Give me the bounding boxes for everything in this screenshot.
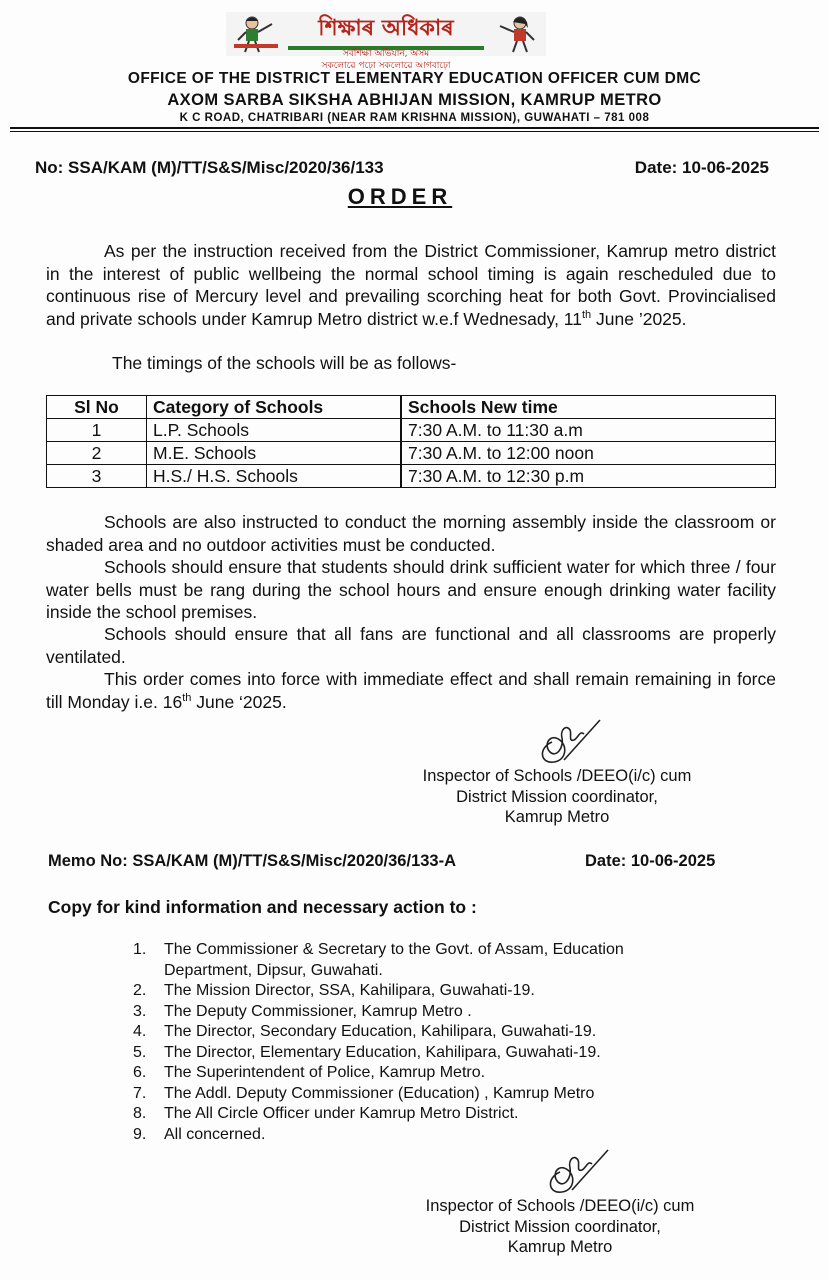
- list-number: 5.: [133, 1043, 147, 1061]
- signatory-title: Inspector of Schools /DEEO(i/c) cum: [425, 1197, 695, 1215]
- force-text: This order comes into force with immediate effect and shall remain remaining in force till Monday i.e. 16: [46, 669, 776, 712]
- list-item: [112, 1125, 712, 1146]
- assembly-paragraph: [46, 511, 776, 556]
- header-category: Category of Schools: [147, 396, 402, 419]
- list-number: 3.: [133, 1002, 147, 1020]
- force-paragraph: [46, 668, 776, 713]
- intro-paragraph: [46, 240, 776, 330]
- cell-new-time: 7:30 A.M. to 11:30 a.m: [401, 419, 776, 442]
- list-number: 1.: [133, 941, 147, 958]
- list-number: 9.: [133, 1125, 147, 1143]
- logo-tagline: সকলোৱে পঢ়ো সকলোৱে আগবাঢ়ো: [321, 61, 451, 71]
- table-row: [47, 419, 776, 442]
- list-text: The Commissioner & Secretary to the Govt. of Assam, Education Department, Dipsur, Guwahati.: [164, 941, 624, 979]
- intro-tail: June ’2025.: [591, 308, 687, 329]
- timings-intro: The timings of the schools will be as follows-: [112, 353, 457, 373]
- table-row: [47, 442, 776, 465]
- list-number: 7.: [133, 1084, 147, 1102]
- header-rule-thin: [10, 131, 819, 132]
- cell-sl-no: 3: [47, 465, 147, 488]
- list-text: The Addl. Deputy Commissioner (Education) , Kamrup Metro: [164, 1084, 595, 1102]
- office-address: K C ROAD, CHATRIBARI (NEAR RAM KRISHNA MISSION), GUWAHATI – 781 008: [179, 112, 650, 124]
- water-text: Schools should ensure that students should drink sufficient water for which three / four water bells must be rang during the school hours and ensure enough drinking water facility inside the school premises.: [46, 557, 776, 622]
- memo-number: Memo No: SSA/KAM (M)/TT/S&S/Misc/2020/36/133-A: [48, 852, 457, 870]
- header-sl-no: Sl No: [47, 396, 147, 419]
- list-item: [112, 1084, 712, 1105]
- signatory-district: Kamrup Metro: [504, 808, 610, 826]
- cell-category: H.S./ H.S. Schools: [147, 465, 402, 488]
- signatory-district: Kamrup Metro: [507, 1238, 613, 1256]
- list-text: The Deputy Commissioner, Kamrup Metro .: [164, 1002, 472, 1020]
- cell-sl-no: 2: [47, 442, 147, 465]
- signatory-role: District Mission coordinator,: [459, 1217, 661, 1236]
- force-tail: June ‘2025.: [191, 691, 287, 712]
- cell-new-time: 7:30 A.M. to 12:00 noon: [401, 442, 776, 465]
- signatory-block: [397, 766, 717, 828]
- force-superscript: th: [182, 691, 192, 704]
- fans-text: Schools should ensure that all fans are functional and all classrooms are properly ventilated.: [46, 624, 776, 667]
- list-item: [112, 1022, 712, 1043]
- memo-date: Date: 10-06-2025: [585, 852, 716, 870]
- logo-subtitle: সৰ্বশিক্ষা অভিযান, অসম: [342, 49, 430, 59]
- list-item: [112, 940, 712, 981]
- list-text: The Superintendent of Police, Kamrup Metro.: [164, 1064, 486, 1081]
- signature-icon: [542, 1142, 612, 1198]
- signatory-role: District Mission coordinator,: [456, 787, 658, 806]
- water-paragraph: [46, 556, 776, 624]
- list-item: [112, 1104, 712, 1125]
- list-item: [112, 981, 712, 1002]
- list-number: 6.: [133, 1064, 147, 1081]
- order-number: No: SSA/KAM (M)/TT/S&S/Misc/2020/36/133: [35, 158, 384, 177]
- table-header-row: [47, 396, 776, 419]
- header-rule: [10, 127, 819, 129]
- timings-table: [46, 395, 776, 488]
- intro-text: As per the instruction received from the District Commissioner, Kamrup metro district in the interest of public wellbeing the normal school timing is again rescheduled due to continuous rise of Mercury level and prevailing scorching heat for both Govt. Provincialised and private schools under Kamrup Metro district w.e.f Wednesady, 11: [46, 241, 776, 329]
- list-number: 2.: [133, 982, 147, 999]
- list-text: The Mission Director, SSA, Kahilipara, Guwahati-19.: [164, 982, 535, 999]
- list-text: The Director, Secondary Education, Kahilipara, Guwahati-19.: [164, 1023, 597, 1040]
- header-new-time: Schools New time: [401, 396, 776, 419]
- signatory-block: [400, 1196, 720, 1258]
- mission-name: AXOM SARBA SIKSHA ABHIJAN MISSION, KAMRUP METRO: [167, 91, 662, 109]
- list-text: The All Circle Officer under Kamrup Metro District.: [164, 1105, 519, 1122]
- list-text: All concerned.: [164, 1125, 266, 1143]
- cell-sl-no: 1: [47, 419, 147, 442]
- list-item: [112, 1043, 712, 1064]
- logo-title: শিক্ষাৰ অধিকাৰ: [318, 16, 454, 41]
- order-title: ORDER: [347, 184, 453, 209]
- order-date: Date: 10-06-2025: [634, 158, 769, 177]
- list-text: The Director, Elementary Education, Kahilipara, Guwahati-19.: [164, 1043, 601, 1061]
- cell-new-time: 7:30 A.M. to 12:30 p.m: [401, 465, 776, 488]
- intro-superscript: th: [581, 308, 592, 321]
- recipient-list: [112, 940, 712, 1145]
- list-number: 4.: [133, 1023, 147, 1040]
- cell-category: M.E. Schools: [147, 442, 402, 465]
- list-item: [112, 1002, 712, 1023]
- fans-paragraph: [46, 623, 776, 668]
- cell-category: L.P. Schools: [147, 419, 402, 442]
- office-name: OFFICE OF THE DISTRICT ELEMENTARY EDUCATION OFFICER CUM DMC: [127, 70, 702, 87]
- signature-icon: [534, 712, 604, 768]
- copy-heading: Copy for kind information and necessary action to :: [48, 897, 477, 917]
- assembly-text: Schools are also instructed to conduct the morning assembly inside the classroom or shaded area and no outdoor activities must be conducted.: [46, 512, 776, 555]
- table-row: [47, 465, 776, 488]
- list-number: 8.: [133, 1105, 147, 1122]
- list-item: [112, 1063, 712, 1084]
- signatory-title: Inspector of Schools /DEEO(i/c) cum: [422, 767, 692, 785]
